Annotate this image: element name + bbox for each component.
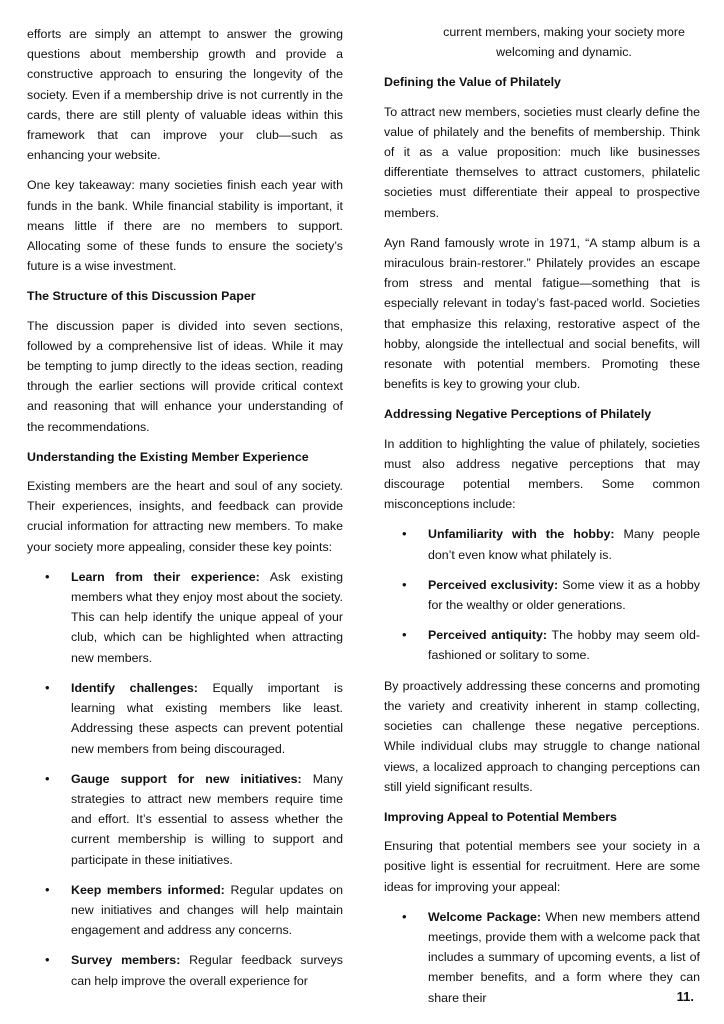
list-item-text: Equally important is learning what existing members like least. Addressing these aspects can prevent potential new members from being discouraged. bbox=[71, 680, 343, 756]
list-item-text: Regular feedback surveys can help improve the overall experience for bbox=[71, 953, 343, 988]
list-item bbox=[27, 678, 343, 759]
bullet-list bbox=[384, 524, 700, 665]
page-number: 11. bbox=[676, 989, 694, 1004]
bullet-list bbox=[384, 907, 700, 1008]
list-item bbox=[27, 769, 343, 870]
list-item bbox=[27, 567, 343, 668]
paragraph: To attract new members, societies must clearly define the value of philately and the benefits of membership. Think of it as a value proposition: much like businesses differentiate themselves to attract customers, philatelic societies must differentiate their appeal to prospective members. bbox=[384, 104, 700, 220]
paragraph: Ensuring that potential members see your society in a positive light is essential for recruitment. Here are some ideas for improving your appeal: bbox=[384, 839, 700, 894]
bullet-list bbox=[27, 567, 343, 991]
paragraph: By proactively addressing these concerns and promoting the variety and creativity inherent in stamp collecting, societies can challenge these negative perceptions. While individual clubs may struggle to change national views, a localized approach to changing perceptions can still yield significant results. bbox=[384, 678, 700, 794]
list-item bbox=[27, 880, 343, 941]
paragraph: Ayn Rand famously wrote in 1971, “A stamp album is a miraculous brain-restorer.” Philately provides an escape from stress and mental fatigue—something that is especially relevant in today’s fast-paced world. Societies that emphasize this relaxing, restorative aspect of the hobby, alongside the intellectual and social benefits, will resonate with potential members. Promoting these benefits is key to growing your club. bbox=[384, 235, 700, 392]
list-item-title: Survey members: bbox=[71, 953, 181, 968]
list-item-title: Learn from their experience: bbox=[71, 569, 260, 584]
list-item bbox=[384, 524, 700, 564]
list-item-text: Some view it as a hobby for the wealthy or older generations. bbox=[428, 577, 700, 613]
list-item-title: Keep members informed: bbox=[71, 882, 225, 897]
list-item bbox=[384, 625, 700, 665]
paragraph: One key takeaway: many societies finish each year with funds in the bank. While financial stability is important, it means little if there are no members to support. Allocating some of these funds to ensure the society’s future is a wise investment. bbox=[27, 178, 343, 274]
section-heading: Understanding the Existing Member Experience bbox=[27, 449, 309, 464]
list-item-title: Unfamiliarity with the hobby: bbox=[428, 527, 615, 542]
left-column bbox=[27, 24, 343, 1001]
list-item bbox=[384, 575, 700, 615]
list-item bbox=[27, 950, 343, 990]
list-item-title: Welcome Package: bbox=[428, 909, 542, 924]
paragraph: Existing members are the heart and soul of any society. Their experiences, insights, and feedback can provide crucial information for attracting new members. To make your society more appealing, consider these key points: bbox=[27, 479, 343, 554]
list-item-text: Many people don’t even know what philately is. bbox=[428, 527, 700, 562]
right-column bbox=[384, 22, 700, 1018]
list-item-text: Ask existing members what they enjoy most about the society. This can help identify the unique appeal of your club, which can be highlighted when attracting new members. bbox=[71, 569, 343, 665]
list-item-title: Gauge support for new initiatives: bbox=[71, 771, 302, 786]
paragraph: efforts are simply an attempt to answer the growing questions about membership growth and provide a constructive approach to ensuring the longevity of the society. Even if a membership drive is not currently in the cards, there are still plenty of valuable ideas within this framework that can improve your club—such as enhancing your website. bbox=[27, 27, 343, 163]
list-item-text: Regular updates on new initiatives and changes will help maintain engagement and address any concerns. bbox=[71, 882, 343, 938]
list-item-title: Perceived exclusivity: bbox=[428, 577, 559, 592]
section-heading: Addressing Negative Perceptions of Philately bbox=[384, 407, 652, 422]
list-item-title: Identify challenges: bbox=[71, 680, 198, 695]
section-heading: Improving Appeal to Potential Members bbox=[384, 809, 617, 824]
section-heading: Defining the Value of Philately bbox=[384, 75, 561, 90]
list-item-text: The hobby may seem old-fashioned or solitary to some. bbox=[428, 628, 700, 663]
section-heading: The Structure of this Discussion Paper bbox=[27, 289, 256, 304]
list-item bbox=[384, 907, 700, 1008]
paragraph: The discussion paper is divided into seven sections, followed by a comprehensive list of ideas. While it may be tempting to jump directly to the ideas section, reading through the earlier sections will provide critical context and reasoning that will enhance your understanding of the recommendations. bbox=[27, 318, 343, 434]
continued-list-text: current members, making your society more welcoming and dynamic. bbox=[443, 25, 685, 60]
list-item-title: Perceived antiquity: bbox=[428, 628, 548, 643]
paragraph: In addition to highlighting the value of philately, societies must also address negative perceptions that may discourage potential members. Some common misconceptions include: bbox=[384, 436, 700, 512]
list-item-text: When new members attend meetings, provide them with a welcome pack that includes a summary of upcoming events, a list of member benefits, and a form where they can share their bbox=[428, 909, 700, 1005]
list-item-text: Many strategies to attract new members require time and effort. It’s essential to assess whether the current membership is willing to support and participate in these initiatives. bbox=[71, 771, 343, 867]
